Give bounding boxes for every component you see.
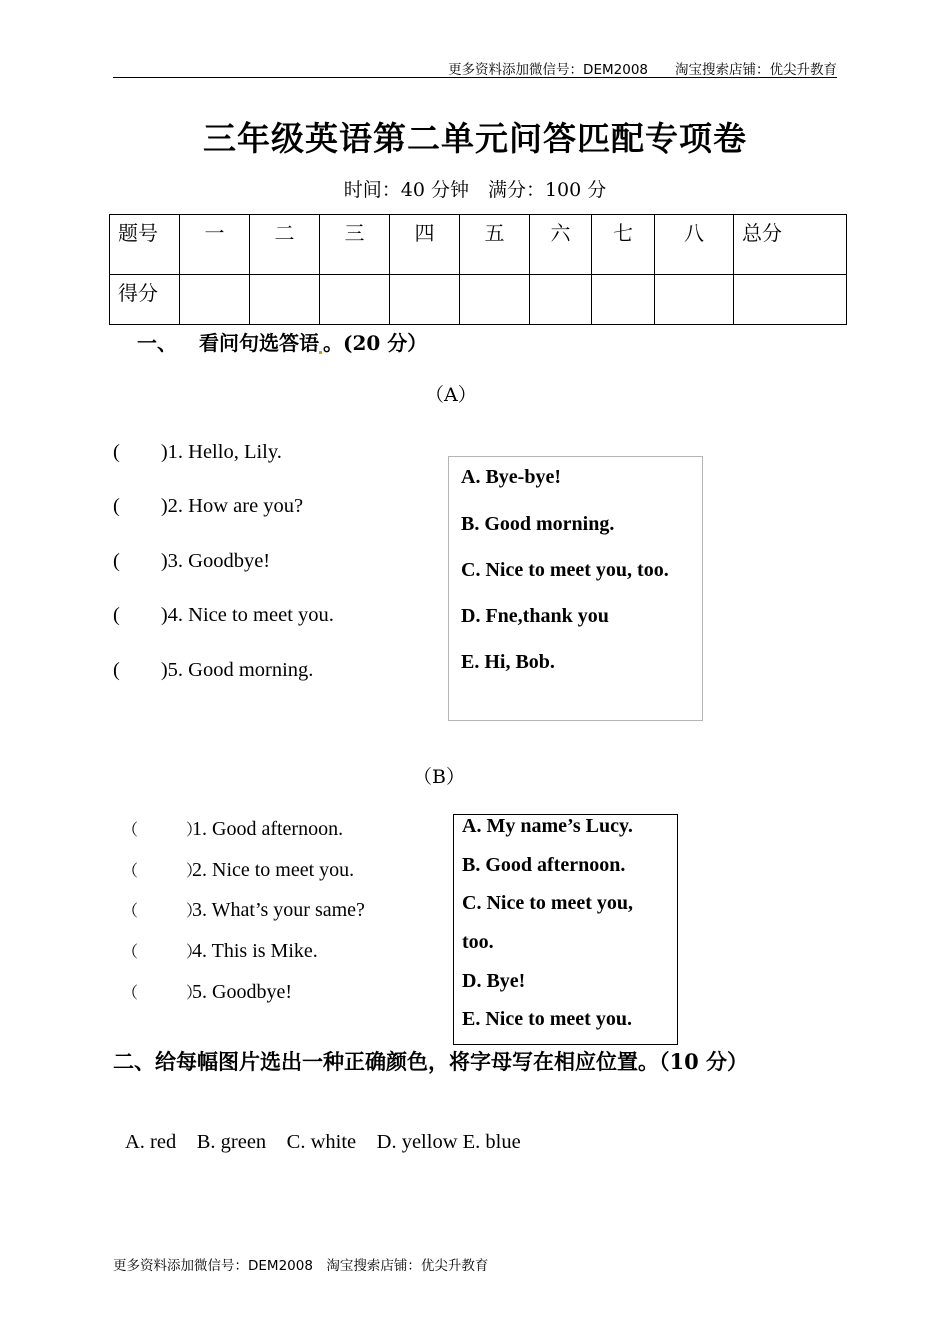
- score-input-4[interactable]: [390, 275, 460, 325]
- answer-blank[interactable]: （ ）: [122, 863, 203, 880]
- part-a-question-2[interactable]: ( )2. How are you?: [113, 495, 304, 517]
- footer-text: 更多资料添加微信号：DEM2008 淘宝搜索店铺：优尖升教育: [113, 1258, 489, 1274]
- header-text: 更多资料添加微信号：DEM2008 淘宝搜索店铺：优尖升教育: [448, 62, 837, 78]
- score-cell-2: 二: [250, 215, 320, 275]
- part-a-options-box: [448, 456, 703, 721]
- part-b-question-4[interactable]: [122, 939, 318, 963]
- part-a-option-b: B. Good morning.: [461, 513, 615, 535]
- question-text: 1. Good afternoon.: [192, 818, 344, 840]
- score-input-total[interactable]: [734, 275, 847, 325]
- answer-blank[interactable]: （ ）: [122, 903, 203, 920]
- question-text: 4. This is Mike.: [192, 940, 318, 962]
- part-a-option-d: D. Fne,thank you: [461, 605, 609, 627]
- score-cell-label: 题号: [110, 215, 180, 275]
- part-a-option-e: E. Hi, Bob.: [461, 651, 555, 673]
- part-b-option-a: A. My name’s Lucy.: [462, 815, 633, 837]
- part-b-option-d: D. Bye!: [462, 970, 526, 992]
- question-text: 2. Nice to meet you.: [192, 859, 355, 881]
- score-cell-8: 八: [655, 215, 734, 275]
- part-a-question-1[interactable]: ( )1. Hello, Lily.: [113, 441, 282, 463]
- question-text: 3. What’s your same?: [192, 899, 365, 921]
- part-b-option-b: B. Good afternoon.: [462, 854, 626, 876]
- score-input-2[interactable]: [250, 275, 320, 325]
- section1-title: 看问句选答语: [199, 331, 319, 355]
- score-table-score-row: [110, 275, 847, 325]
- score-input-3[interactable]: [320, 275, 390, 325]
- edit-mark-icon: [319, 351, 322, 354]
- part-a-option-a: A. Bye-bye!: [461, 466, 561, 488]
- score-cell-total: 总分: [734, 215, 847, 275]
- score-input-1[interactable]: [180, 275, 250, 325]
- section1-heading: [137, 327, 427, 356]
- answer-blank[interactable]: （ ）: [122, 944, 203, 961]
- header-divider: [113, 77, 837, 78]
- part-b-question-2[interactable]: [122, 858, 354, 882]
- score-row-label: 得分: [110, 275, 180, 325]
- score-cell-6: 六: [530, 215, 592, 275]
- score-cell-3: 三: [320, 215, 390, 275]
- page-title: 三年级英语第二单元问答匹配专项卷: [203, 119, 747, 158]
- score-cell-1: 一: [180, 215, 250, 275]
- score-input-8[interactable]: [655, 275, 734, 325]
- exam-time-and-score: 时间：40 分钟 满分：100 分: [343, 179, 607, 201]
- section1-points: 。(20 分）: [323, 331, 428, 355]
- color-choices: A. red B. green C. white D. yellow E. blue: [125, 1131, 521, 1153]
- part-b-option-e: E. Nice to meet you.: [462, 1008, 632, 1030]
- part-a-question-5[interactable]: ( )5. Good morning.: [113, 659, 314, 681]
- score-cell-7: 七: [592, 215, 655, 275]
- part-b-option-c: C. Nice to meet you,: [462, 892, 634, 914]
- part-b-option-c-continued: too.: [462, 931, 494, 953]
- part-b-label: （B）: [413, 766, 465, 788]
- part-b-question-1[interactable]: [122, 817, 343, 841]
- score-cell-5: 五: [460, 215, 530, 275]
- score-input-5[interactable]: [460, 275, 530, 325]
- part-a-question-4[interactable]: ( )4. Nice to meet you.: [113, 604, 334, 626]
- part-a-label: （A）: [425, 384, 477, 406]
- score-input-6[interactable]: [530, 275, 592, 325]
- score-input-7[interactable]: [592, 275, 655, 325]
- score-table-header-row: [110, 215, 847, 275]
- answer-blank[interactable]: （ ）: [122, 822, 203, 839]
- section2-heading: 二、给每幅图片选出一种正确颜色，将字母写在相应位置。（10 分）: [113, 1049, 749, 1074]
- part-b-question-3[interactable]: [122, 898, 365, 922]
- answer-blank[interactable]: （ ）: [122, 985, 203, 1002]
- score-table: [109, 214, 847, 325]
- part-b-question-5[interactable]: [122, 980, 292, 1004]
- section1-number: 一、: [137, 331, 177, 355]
- score-cell-4: 四: [390, 215, 460, 275]
- question-text: 5. Goodbye!: [192, 981, 292, 1003]
- part-a-question-3[interactable]: ( )3. Goodbye!: [113, 550, 271, 572]
- part-a-option-c: C. Nice to meet you, too.: [461, 559, 669, 581]
